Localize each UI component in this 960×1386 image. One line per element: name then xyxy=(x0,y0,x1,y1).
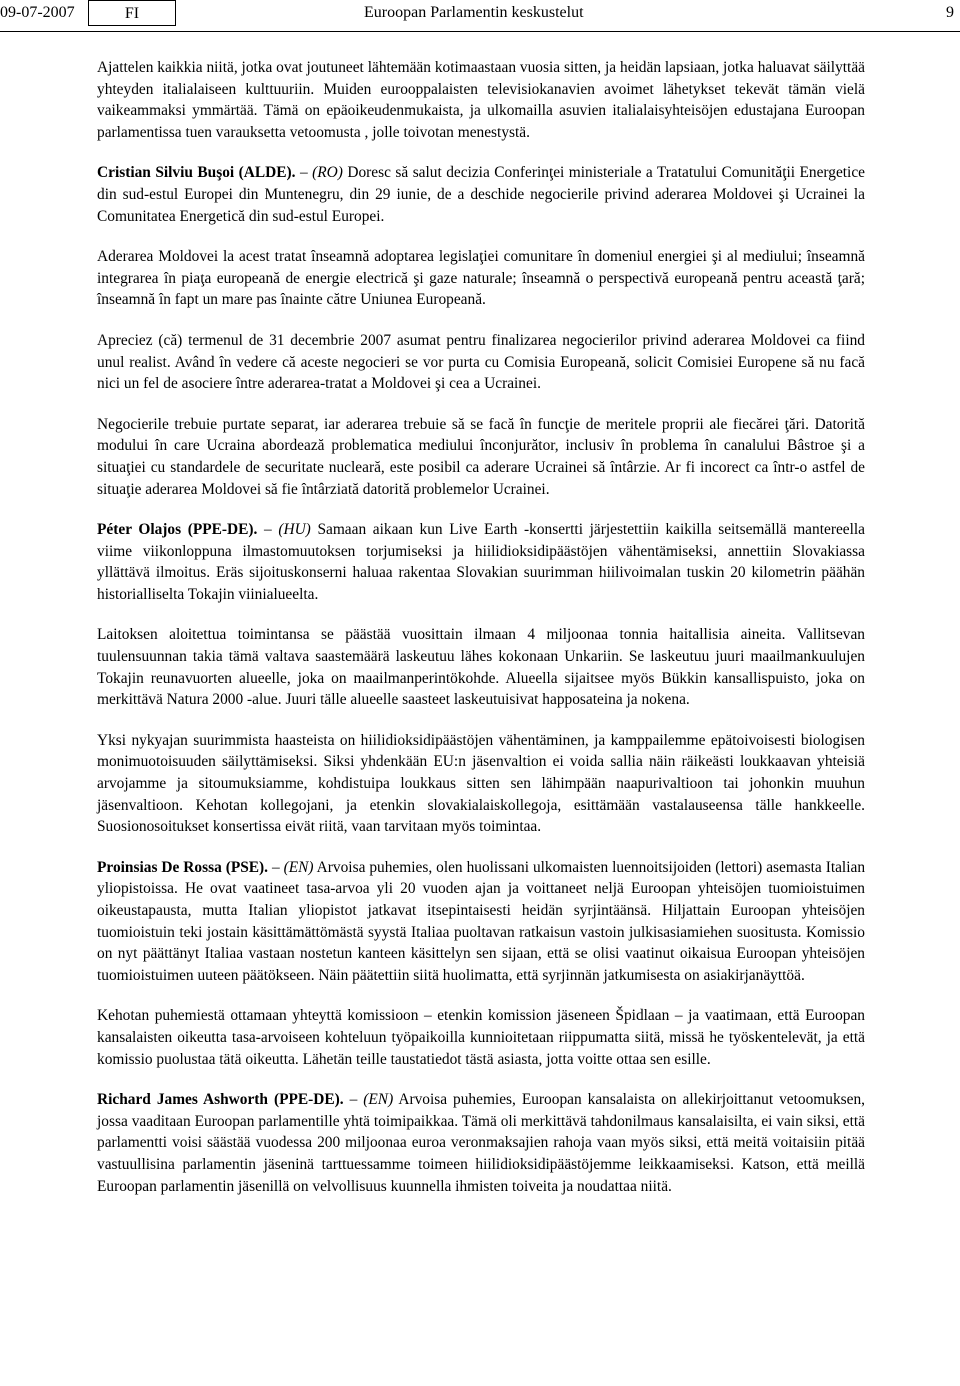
paragraph-5 xyxy=(97,414,865,500)
paragraph-text: Kehotan puhemiestä ottamaan yhteyttä komissioon – etenkin komission jäseneen Špidlaan – ja vaatimaan, että Euroopan kansalaisten oikeutta tasa-arvoiseen kohteluun työpaikoilla kunnioitetaan riippumatta siitä, missä he työskentelevät, ja että komissio puolustaa tätä oikeutta. Lähetän teille taustatiedot tästä asiasta, jotta voitte ottaa sen esille. xyxy=(97,1007,865,1068)
speaker-name: Proinsias De Rossa (PSE). xyxy=(97,858,269,876)
header-title: Euroopan Parlamentin keskustelut xyxy=(364,4,584,21)
header-page-number: 9 xyxy=(946,4,954,21)
paragraph-11: Richard James Ashworth (PPE-DE). – (EN) Arvoisa puhemies, Euroopan kansalaista on allekirjoittanut vetoomuksen, jossa vaaditaan Euroopan parlamentille yhtä toimipaikkaa. Tämä oli merkittävä tahdonilmaus kansalaisilta, ei vain siksi, että parlamentti voisi säästää vuodessa 200 miljoonaa euroa veronmaksajien rahoja vaan myös siksi, että meitä voitaisiin pitää vastuullisina parlamentin jäseninä tarttuessamme toimeen hiilidioksidipäästöjemme leikkaamiseksi. Katson, että meillä Euroopan parlamentin jäsenillä on velvollisuus kuunnella ihmisten toiveita ja noudattaa niitä. xyxy=(97,1091,865,1195)
language-tag: (EN) xyxy=(283,858,314,876)
document-body xyxy=(97,57,865,1216)
paragraph-4 xyxy=(97,330,865,395)
speaker-name: Richard James Ashworth (PPE-DE). xyxy=(97,1091,344,1109)
speaker-name: Péter Olajos (PPE-DE). xyxy=(97,521,258,539)
language-tag: (HU) xyxy=(278,521,311,539)
header-date: 09-07-2007 xyxy=(0,4,75,21)
paragraph-6: Péter Olajos (PPE-DE). – (HU) Samaan aikaan kun Live Earth -konsertti järjestettiin kaikilla seitsemällä mantereella viime viikonloppuna ilmastomuutoksen torjumiseksi ja hiilidioksidipäästöjen vähentämiseksi, annettiin Slovakiassa yllättävä ilmoitus. Eräs sijoituskonserni haluaa rakentaa Slovakian suurimman hiilivoimalan tuskin 20 kilometrin päähän historialliselta Tokajin viinialueelta. xyxy=(97,521,865,603)
header-language-box: FI xyxy=(88,0,176,26)
paragraph-10 xyxy=(97,1005,865,1070)
paragraph-2: Cristian Silviu Buşoi (ALDE). – (RO) Doresc să salut decizia Conferinţei ministeriale a Tratatului Comunităţii Energetice din sud-estul Europei din Muntenegru, din 29 iunie, de a deschide negocierile privind aderarea Moldovei şi Ucrainei la Comunitatea Energetică din sud-estul Europei. xyxy=(97,164,865,225)
paragraph-text: Samaan aikaan kun Live Earth -konsertti järjestettiin kaikilla seitsemällä mantereella viime viikonloppuna ilmastomuutoksen torjumiseksi ja hiilidioksidipäästöjen vähentämiseksi, annettiin Slovakiassa yllättävä ilmoitus. Eräs sijoituskonserni haluaa rakentaa Slovakian suurimman hiilivoimalan tuskin 20 kilometrin päähän historialliselta Tokajin viinialueelta. xyxy=(97,521,865,603)
page-header xyxy=(0,0,960,32)
paragraph-7 xyxy=(97,624,865,710)
paragraph-text: Ajattelen kaikkia niitä, jotka ovat joutuneet lähtemään kotimaastaan vuosia sitten, ja heidän lapsiaan, jotka haluavat säilyttää yhteyden italialaiseen kulttuuriin. Muiden eurooppalaisten televisiokanavien avoimet lähetykset tekevät tämän vielä vaikeammaksi ymmärtää. Tämä on epäoikeudenmukaista, ja ulkomailla asuvien italialaisyhteisöjen edustajana Euroopan parlamentissa tuen varauksetta vetoomusta , jolle toivotan menestystä. xyxy=(97,59,865,141)
paragraph-text: Aderarea Moldovei la acest tratat înseamnă adoptarea legislaţiei comunitare în domeniul energiei şi al mediului; înseamnă integrarea în piaţa europeană de energie electrică şi gaze naturale; înseamnă o perspectivă europeană pentru această ţară; înseamnă în fapt un mare pas înainte către Uniunea Europeană. xyxy=(97,248,865,309)
paragraph-1 xyxy=(97,57,865,143)
paragraph-3 xyxy=(97,246,865,311)
paragraph-text: Laitoksen aloitettua toimintansa se päästää vuosittain ilmaan 4 miljoonaa tonnia haitallisia aineita. Vallitsevan tuulensuunnan takia tämä valtava saastemäärä laskeutuu lähes kokonaan Unkariin. Se laskeutuu juuri maailmankuulujen Tokajin reunavuorten alueelle, joka on maailmanperintökohde. Alueella sijaitsee myös Bükkin kansallispuisto, joka on merkittävä Natura 2000 -alue. Juuri tälle alueelle saasteet laskeutuisivat happosateina ja nokena. xyxy=(97,626,865,709)
paragraph-9: Proinsias De Rossa (PSE). – (EN) Arvoisa puhemies, olen huolissani ulkomaisten luennoitsijoiden (lettori) asemasta Italian yliopistoissa. He ovat vaatineet tasa-arvoa yli 20 vuoden ajan ja voittaneet neljä Euroopan yhteisöjen tuomioistuimen oikeustapausta, mutta Italian yliopistot jatkavat itsepintaisesti heidän syrjintäänsä. Hiljattain Euroopan yhteisöjen tuomioistuin teki jostain käsittämättömästä syystä Italiaa puoltavan ratkaisun vastoin julkisasiamiehen suositusta. Komissio on nyt päättänyt Italiaa vastaan nostetun kanteen käsittelyn sen sijaan, että se olisi vaatinut oikaisua Euroopan yhteisöjen tuomioistuimen uuteen päätökseen. Näin päätettiin siitä huolimatta, että syrjinnän jatkumisesta on asiakirjanäyttöä. xyxy=(97,858,866,984)
language-tag: (EN) xyxy=(363,1091,394,1109)
paragraph-text: Negocierile trebuie purtate separat, iar aderarea trebuie să se facă în funcţie de meritele proprii ale fiecărei ţări. Datorită modului în care Ucraina abordează problematica mediului înconjurător, inclusiv în problema în canalului Bâstroe şi a situaţiei cu standardele de securitate nucleară, este posibil ca aderare Ucrainei să întârzie. Ar fi incorect ca într-o astfel de situaţie aderarea Moldovei să fie întârziată datorită problemelor Ucrainei. xyxy=(97,415,865,498)
paragraph-8 xyxy=(97,730,865,838)
language-tag: (RO) xyxy=(312,164,343,182)
paragraph-text: Doresc să salut decizia Conferinţei ministeriale a Tratatului Comunităţii Energetice din sud-estul Europei din Muntenegru, din 29 iunie, de a deschide negocierile privind aderarea Moldovei şi Ucrainei la Comunitatea Energetică din sud-estul Europei. xyxy=(97,164,865,225)
paragraph-text: Arvoisa puhemies, Euroopan kansalaista on allekirjoittanut vetoomuksen, jossa vaaditaan Euroopan parlamentille yhtä toimipaikkaa. Tämä oli merkittävä tahdonilmaus kansalaisilta, ei vain siksi, että parlamentti voisi säästää vuodessa 200 miljoonaa euroa veronmaksajien rahoja vaan myös siksi, että meitä voitaisiin pitää vastuullisina parlamentin jäseninä tarttuessamme toimeen hiilidioksidipäästöjemme leikkaamiseksi. Katson, että meillä Euroopan parlamentin jäsenillä on velvollisuus kuunnella ihmisten toiveita ja noudattaa niitä. xyxy=(97,1091,865,1195)
paragraph-text: Yksi nykyajan suurimmista haasteista on hiilidioksidipäästöjen vähentäminen, ja kamppailemme epätoivoisesti biologisen monimuotoisuuden säilyttämiseksi. Siksi yhdenkään EU:n jäsenvaltion ei voida sallia näin räikeästi loukkaavan yhteisiä arvojamme ja sitoumuksiamme, kohdistuipa loukkaus sitten sen lähimpään naapurivaltioon tai johonkin muuhun jäsenvaltioon. Kehotan kollegojani, ja etenkin slovakialaiskollegoja, esittämään vastalauseensa tälle hankkeelle. Suosionosoitukset konsertissa eivät riitä, vaan tarvitaan myös toimintaa. xyxy=(97,731,865,836)
speaker-name: Cristian Silviu Buşoi (ALDE). xyxy=(97,164,296,182)
paragraph-text: Apreciez (că) termenul de 31 decembrie 2007 asumat pentru finalizarea negocierilor privind aderarea Moldovei ca fiind unul realist. Având în vedere că aceste negocieri se vor purta cu Comisia Europeană, solicit Comisiei Europene să nu facă nici un fel de asociere între aderarea-tratat a Moldovei şi cea a Ucrainei. xyxy=(97,331,865,393)
paragraph-text: Arvoisa puhemies, olen huolissani ulkomaisten luennoitsijoiden (lettori) asemasta Italian yliopistoissa. He ovat vaatineet tasa-arvoa yli 20 vuoden ajan ja voittaneet neljä Euroopan yhteisöjen tuomioistuimen oikeustapausta, mutta Italian yliopistot jatkavat itsepintaisesti heidän syrjintäänsä. Hiljattain Euroopan yhteisöjen tuomioistuin teki jostain käsittämättömästä syystä Italiaa puoltavan ratkaisun vastoin julkisasiamiehen suositusta. Komissio on nyt päättänyt Italiaa vastaan nostetun kanteen käsittelyn sen sijaan, että se olisi vaatinut oikaisua Euroopan yhteisöjen tuomioistuimen uuteen päätökseen. Näin päätettiin siitä huolimatta, että syrjinnän jatkumisesta on asiakirjanäyttöä. xyxy=(97,858,866,984)
